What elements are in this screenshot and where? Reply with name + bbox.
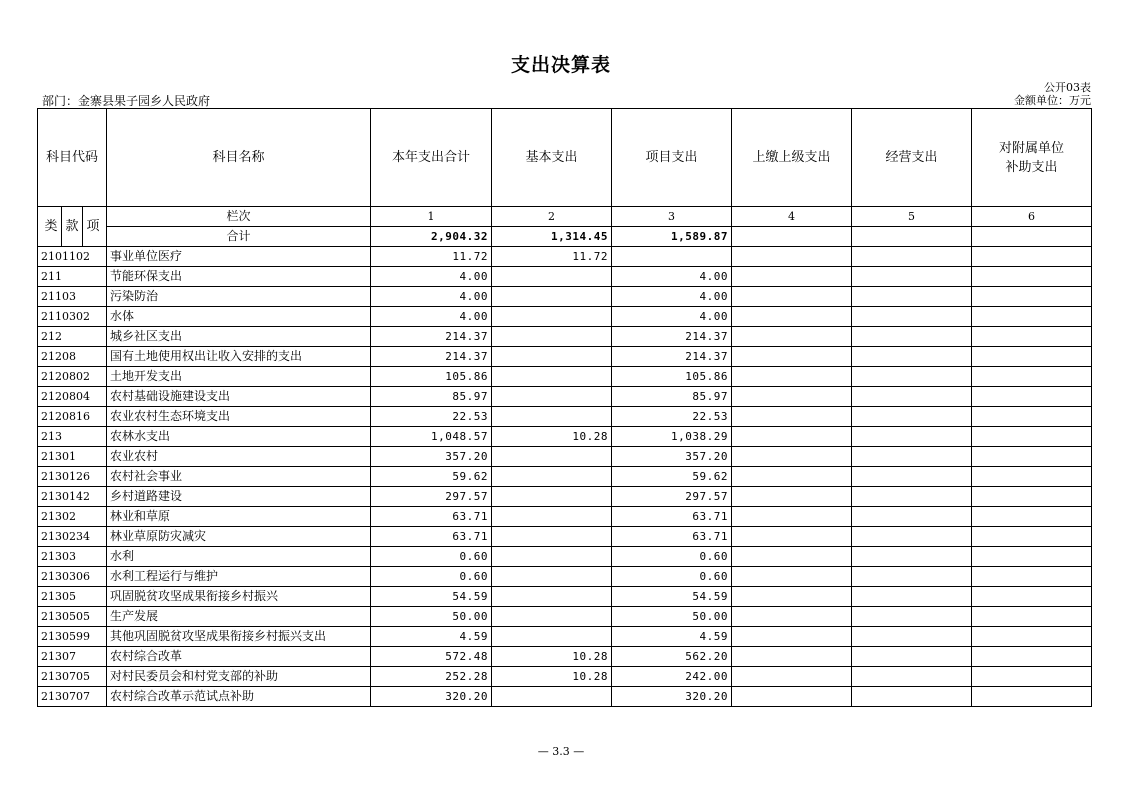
row-upper (732, 347, 852, 367)
table-row (38, 407, 1092, 427)
row-business (852, 547, 972, 567)
row-code: 21208 (38, 347, 107, 367)
row-name: 农业农村生态环境支出 (107, 407, 371, 427)
row-code: 21305 (38, 587, 107, 607)
table-row (38, 427, 1092, 447)
row-subsidy (972, 427, 1092, 447)
row-upper (732, 327, 852, 347)
row-name: 巩固脱贫攻坚成果衔接乡村振兴 (107, 587, 371, 607)
row-basic (492, 507, 612, 527)
row-name: 水利 (107, 547, 371, 567)
row-business (852, 687, 972, 707)
row-code: 21103 (38, 287, 107, 307)
row-name: 生产发展 (107, 607, 371, 627)
row-project: 4.00 (612, 307, 732, 327)
row-subsidy (972, 507, 1092, 527)
row-total: 572.48 (371, 647, 492, 667)
table-row (38, 587, 1092, 607)
row-project: 0.60 (612, 547, 732, 567)
row-name: 农村综合改革 (107, 647, 371, 667)
column-number-1: 1 (371, 207, 492, 227)
row-subsidy (972, 647, 1092, 667)
column-number-2: 2 (492, 207, 612, 227)
row-subsidy (972, 447, 1092, 467)
table-row (38, 447, 1092, 467)
row-basic (492, 407, 612, 427)
row-code: 2130599 (38, 627, 107, 647)
row-total: 357.20 (371, 447, 492, 467)
row-total: 4.59 (371, 627, 492, 647)
row-basic: 10.28 (492, 427, 612, 447)
row-subsidy (972, 607, 1092, 627)
table-row (38, 627, 1092, 647)
header-subsidy-line2: 补助支出 (1005, 159, 1058, 175)
row-subsidy (972, 547, 1092, 567)
unit-label: 金额单位：万元 (1014, 94, 1091, 107)
table-row (38, 327, 1092, 347)
row-total: 59.62 (371, 467, 492, 487)
row-business (852, 467, 972, 487)
row-code: 2130126 (38, 467, 107, 487)
row-name: 国有土地使用权出让收入安排的支出 (107, 347, 371, 367)
row-name: 土地开发支出 (107, 367, 371, 387)
row-business (852, 507, 972, 527)
column-number-row (38, 207, 1092, 227)
table-row (38, 247, 1092, 267)
row-project: 4.00 (612, 287, 732, 307)
row-total: 214.37 (371, 327, 492, 347)
row-upper (732, 567, 852, 587)
row-name: 乡村道路建设 (107, 487, 371, 507)
row-basic (492, 687, 612, 707)
row-total: 11.72 (371, 247, 492, 267)
total-project: 1,589.87 (612, 227, 732, 247)
row-code: 2130505 (38, 607, 107, 627)
row-code: 21307 (38, 647, 107, 667)
row-total: 50.00 (371, 607, 492, 627)
row-upper (732, 647, 852, 667)
total-subsidy (972, 227, 1092, 247)
row-business (852, 387, 972, 407)
row-project: 54.59 (612, 587, 732, 607)
row-name: 其他巩固脱贫攻坚成果衔接乡村振兴支出 (107, 627, 371, 647)
column-number-3: 3 (612, 207, 732, 227)
row-code: 211 (38, 267, 107, 287)
row-subsidy (972, 527, 1092, 547)
table-row (38, 567, 1092, 587)
expenditure-table (37, 108, 1092, 707)
header-project: 项目支出 (612, 109, 732, 207)
row-name: 对村民委员会和村党支部的补助 (107, 667, 371, 687)
row-upper (732, 307, 852, 327)
row-subsidy (972, 267, 1092, 287)
department-label: 部门：金寨县果子园乡人民政府 (42, 94, 211, 108)
row-upper (732, 467, 852, 487)
table-row (38, 287, 1092, 307)
row-subsidy (972, 467, 1092, 487)
row-total: 320.20 (371, 687, 492, 707)
table-row (38, 667, 1092, 687)
row-project: 105.86 (612, 367, 732, 387)
table-row (38, 347, 1092, 367)
row-subsidy (972, 287, 1092, 307)
row-project: 0.60 (612, 567, 732, 587)
row-total: 1,048.57 (371, 427, 492, 447)
row-basic (492, 547, 612, 567)
row-basic: 10.28 (492, 647, 612, 667)
row-code: 2110302 (38, 307, 107, 327)
row-basic (492, 327, 612, 347)
row-subsidy (972, 367, 1092, 387)
header-total: 本年支出合计 (371, 109, 492, 207)
row-code: 212 (38, 327, 107, 347)
row-subsidy (972, 587, 1092, 607)
row-code: 2120804 (38, 387, 107, 407)
row-total: 22.53 (371, 407, 492, 427)
row-basic (492, 587, 612, 607)
row-business (852, 627, 972, 647)
row-project (612, 247, 732, 267)
row-basic (492, 387, 612, 407)
header-upper: 上缴上级支出 (732, 109, 852, 207)
row-code: 2130707 (38, 687, 107, 707)
row-business (852, 367, 972, 387)
row-project: 320.20 (612, 687, 732, 707)
row-name: 农村综合改革示范试点补助 (107, 687, 371, 707)
row-subsidy (972, 347, 1092, 367)
row-business (852, 267, 972, 287)
row-project: 562.20 (612, 647, 732, 667)
category-kuan: 款 (62, 207, 83, 246)
row-code: 21303 (38, 547, 107, 567)
page-title: 支出决算表 (510, 54, 611, 76)
row-subsidy (972, 387, 1092, 407)
row-upper (732, 387, 852, 407)
row-subsidy (972, 667, 1092, 687)
row-total: 252.28 (371, 667, 492, 687)
total-row (38, 227, 1092, 247)
row-upper (732, 687, 852, 707)
total-amount: 2,904.32 (371, 227, 492, 247)
row-code: 2130234 (38, 527, 107, 547)
header-subsidy (972, 109, 1092, 207)
total-basic: 1,314.45 (492, 227, 612, 247)
row-upper (732, 427, 852, 447)
row-name: 污染防治 (107, 287, 371, 307)
table-row (38, 367, 1092, 387)
row-name: 节能环保支出 (107, 267, 371, 287)
row-total: 54.59 (371, 587, 492, 607)
row-basic (492, 467, 612, 487)
row-business (852, 567, 972, 587)
category-lei: 类 (41, 207, 62, 246)
row-business (852, 307, 972, 327)
row-business (852, 347, 972, 367)
row-total: 297.57 (371, 487, 492, 507)
row-project: 63.71 (612, 507, 732, 527)
header-code: 科目代码 (38, 109, 107, 207)
column-number-label: 栏次 (107, 207, 371, 227)
row-upper (732, 447, 852, 467)
table-row (38, 507, 1092, 527)
row-total: 4.00 (371, 307, 492, 327)
row-basic (492, 347, 612, 367)
table-row (38, 387, 1092, 407)
form-number: 公开03表 (1044, 81, 1091, 94)
table-row (38, 307, 1092, 327)
row-project: 85.97 (612, 387, 732, 407)
row-basic: 10.28 (492, 667, 612, 687)
row-total: 63.71 (371, 507, 492, 527)
row-upper (732, 667, 852, 687)
row-project: 242.00 (612, 667, 732, 687)
row-business (852, 647, 972, 667)
row-name: 林业和草原 (107, 507, 371, 527)
row-subsidy (972, 327, 1092, 347)
row-name: 农林水支出 (107, 427, 371, 447)
row-name: 农村社会事业 (107, 467, 371, 487)
row-basic (492, 367, 612, 387)
row-upper (732, 587, 852, 607)
row-total: 214.37 (371, 347, 492, 367)
header-basic: 基本支出 (492, 109, 612, 207)
row-business (852, 527, 972, 547)
row-name: 林业草原防灾减灾 (107, 527, 371, 547)
table-row (38, 547, 1092, 567)
row-code: 2130306 (38, 567, 107, 587)
header-subsidy-line1: 对附属单位 (998, 140, 1064, 156)
row-business (852, 587, 972, 607)
row-subsidy (972, 247, 1092, 267)
row-basic (492, 527, 612, 547)
row-business (852, 487, 972, 507)
row-upper (732, 367, 852, 387)
row-upper (732, 267, 852, 287)
row-upper (732, 487, 852, 507)
row-upper (732, 287, 852, 307)
row-subsidy (972, 407, 1092, 427)
table-row (38, 487, 1092, 507)
row-project: 4.00 (612, 267, 732, 287)
row-project: 297.57 (612, 487, 732, 507)
row-business (852, 607, 972, 627)
row-project: 214.37 (612, 347, 732, 367)
header-row (38, 109, 1092, 207)
row-code: 2120816 (38, 407, 107, 427)
column-number-5: 5 (852, 207, 972, 227)
table-row (38, 467, 1092, 487)
column-number-4: 4 (732, 207, 852, 227)
row-project: 59.62 (612, 467, 732, 487)
row-name: 水体 (107, 307, 371, 327)
total-business (852, 227, 972, 247)
header-name: 科目名称 (107, 109, 371, 207)
row-code: 2101102 (38, 247, 107, 267)
row-basic (492, 267, 612, 287)
category-cell (38, 207, 107, 247)
row-basic (492, 487, 612, 507)
row-business (852, 287, 972, 307)
row-code: 213 (38, 427, 107, 447)
row-basic (492, 607, 612, 627)
row-basic (492, 567, 612, 587)
row-upper (732, 547, 852, 567)
row-project: 50.00 (612, 607, 732, 627)
row-project: 214.37 (612, 327, 732, 347)
row-code: 21302 (38, 507, 107, 527)
row-upper (732, 607, 852, 627)
row-business (852, 407, 972, 427)
row-basic (492, 627, 612, 647)
table-row (38, 607, 1092, 627)
row-project: 4.59 (612, 627, 732, 647)
row-subsidy (972, 307, 1092, 327)
row-basic: 11.72 (492, 247, 612, 267)
row-subsidy (972, 687, 1092, 707)
page-number: — 3.3 — (537, 745, 585, 758)
total-upper (732, 227, 852, 247)
row-total: 0.60 (371, 567, 492, 587)
row-subsidy (972, 627, 1092, 647)
row-project: 22.53 (612, 407, 732, 427)
row-project: 63.71 (612, 527, 732, 547)
row-total: 0.60 (371, 547, 492, 567)
table-row (38, 267, 1092, 287)
table-row (38, 527, 1092, 547)
row-business (852, 247, 972, 267)
row-total: 63.71 (371, 527, 492, 547)
row-upper (732, 527, 852, 547)
row-total: 4.00 (371, 267, 492, 287)
row-subsidy (972, 567, 1092, 587)
row-code: 2130142 (38, 487, 107, 507)
row-project: 1,038.29 (612, 427, 732, 447)
row-project: 357.20 (612, 447, 732, 467)
table-row (38, 647, 1092, 667)
row-business (852, 327, 972, 347)
row-total: 4.00 (371, 287, 492, 307)
row-subsidy (972, 487, 1092, 507)
row-name: 农业农村 (107, 447, 371, 467)
row-total: 85.97 (371, 387, 492, 407)
row-basic (492, 447, 612, 467)
row-code: 2130705 (38, 667, 107, 687)
row-upper (732, 407, 852, 427)
row-business (852, 447, 972, 467)
row-name: 事业单位医疗 (107, 247, 371, 267)
row-name: 农村基础设施建设支出 (107, 387, 371, 407)
total-label: 合计 (107, 227, 371, 247)
row-upper (732, 627, 852, 647)
row-name: 城乡社区支出 (107, 327, 371, 347)
row-code: 21301 (38, 447, 107, 467)
category-xiang: 项 (86, 219, 100, 234)
row-basic (492, 307, 612, 327)
row-code: 2120802 (38, 367, 107, 387)
header-business: 经营支出 (852, 109, 972, 207)
row-name: 水利工程运行与维护 (107, 567, 371, 587)
row-upper (732, 507, 852, 527)
row-business (852, 667, 972, 687)
row-business (852, 427, 972, 447)
row-basic (492, 287, 612, 307)
column-number-6: 6 (972, 207, 1092, 227)
row-upper (732, 247, 852, 267)
row-total: 105.86 (371, 367, 492, 387)
table-row (38, 687, 1092, 707)
